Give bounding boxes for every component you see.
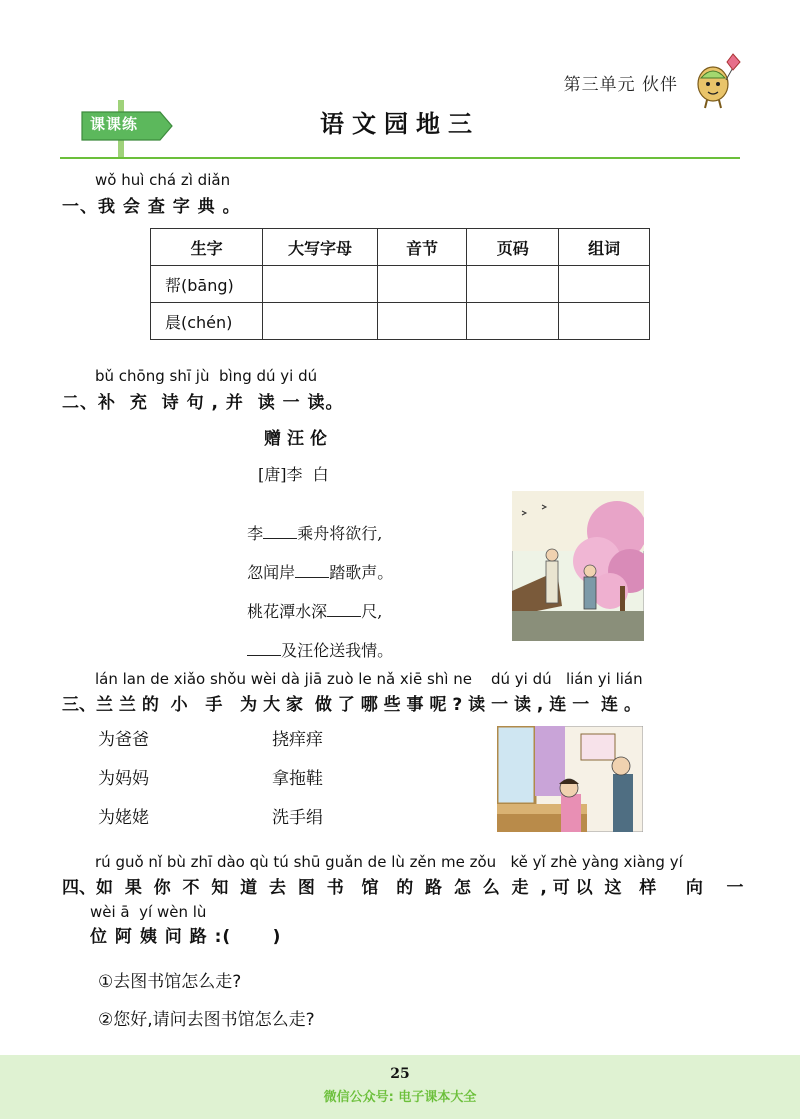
section2-pinyin: bǔ chōng shī jù bìng dú yi dú xyxy=(95,367,318,385)
poem-line-text: 忽闻岸 xyxy=(247,563,296,582)
footer-text: 微信公众号: 电子课本大全 xyxy=(323,1090,477,1105)
section4-pinyin-line1: rú guǒ nǐ bù zhī dào qù tú shū guǎn de lù zěn me zǒu kě yǐ zhè yàng xiàng yí xyxy=(95,853,683,871)
section1-heading: 一、我 会 查 字 典 。 xyxy=(62,197,241,217)
answer-option[interactable]: ①去图书馆怎么走? xyxy=(98,972,242,992)
match-right-item[interactable]: 拿拖鞋 xyxy=(272,769,323,789)
fill-blank[interactable] xyxy=(327,602,361,617)
poem-line xyxy=(237,580,382,622)
column-header: 页码 xyxy=(467,229,559,266)
section1-pinyin: wǒ huì chá zì diǎn xyxy=(95,171,231,189)
section2-heading: 二、补 充 诗 句 , 并 读 一 读。 xyxy=(62,393,344,413)
mascot-icon xyxy=(693,50,743,110)
answer-cell[interactable] xyxy=(467,266,559,303)
answer-cell[interactable] xyxy=(263,266,377,303)
dictionary-table xyxy=(150,228,650,340)
fill-blank[interactable] xyxy=(295,563,329,578)
poem-line xyxy=(237,541,393,583)
answer-cell[interactable] xyxy=(263,303,377,340)
match-right-item[interactable]: 挠痒痒 xyxy=(272,730,323,750)
column-header: 组词 xyxy=(559,229,650,266)
table-header-row xyxy=(151,229,650,266)
section3-pinyin: lán lan de xiǎo shǒu wèi dà jiā zuò le nǎ xiē shì ne dú yi dú lián yi lián xyxy=(95,670,643,688)
section4-heading-line1: 四、如 果 你 不 知 道 去 图 书 馆 的 路 怎 么 走 , 可 以 这 样 向 一 xyxy=(62,878,744,898)
answer-cell[interactable] xyxy=(467,303,559,340)
poem-line-text: 及汪伦送我情。 xyxy=(281,641,394,660)
column-header: 大写字母 xyxy=(263,229,377,266)
unit-header: 第三单元 伙伴 xyxy=(563,75,678,95)
match-right-item[interactable]: 洗手绢 xyxy=(272,808,323,828)
poem-illustration xyxy=(512,491,644,641)
table-row xyxy=(151,303,650,340)
poem-line-text: 桃花潭水深 xyxy=(247,602,328,621)
family-illustration xyxy=(497,726,643,832)
poem-line-text: 踏歌声。 xyxy=(329,563,394,582)
table-cell: 帮(bāng) xyxy=(151,266,263,303)
section4-heading-line2: 位 阿 姨 问 路 :( ) xyxy=(90,927,282,947)
poem-title: 赠汪伦 xyxy=(264,429,333,449)
section4-pinyin-line2: wèi ā yí wèn lù xyxy=(90,903,207,921)
page-title: 语文园地三 xyxy=(320,109,480,138)
header-divider xyxy=(60,157,740,159)
section3-heading: 三、兰 兰 的 小 手 为 大 家 做 了 哪 些 事 呢 ? 读 一 读 , 连 一 连 。 xyxy=(62,695,641,715)
poem-line-text: 李 xyxy=(247,524,264,543)
poem-line xyxy=(237,502,382,544)
answer-cell[interactable] xyxy=(377,266,467,303)
column-header: 生字 xyxy=(151,229,263,266)
poem-line-text: 乘舟将欲行, xyxy=(297,524,383,543)
fill-blank[interactable] xyxy=(247,641,281,656)
answer-cell[interactable] xyxy=(559,266,650,303)
table-cell: 晨(chén) xyxy=(151,303,263,340)
match-left-item[interactable]: 为妈妈 xyxy=(98,769,149,789)
column-header: 音节 xyxy=(377,229,467,266)
poem-line xyxy=(237,619,393,661)
answer-cell[interactable] xyxy=(377,303,467,340)
page-number: 25 xyxy=(390,1066,410,1082)
answer-option[interactable]: ②您好,请问去图书馆怎么走? xyxy=(98,1010,315,1030)
poem-author: [唐]李 白 xyxy=(258,465,329,484)
answer-cell[interactable] xyxy=(559,303,650,340)
section-tag-label: 课课练 xyxy=(90,115,139,133)
table-row xyxy=(151,266,650,303)
poem-line-text: 尺, xyxy=(361,602,383,621)
match-left-item[interactable]: 为姥姥 xyxy=(98,808,149,828)
match-left-item[interactable]: 为爸爸 xyxy=(98,730,149,750)
fill-blank[interactable] xyxy=(263,524,297,539)
